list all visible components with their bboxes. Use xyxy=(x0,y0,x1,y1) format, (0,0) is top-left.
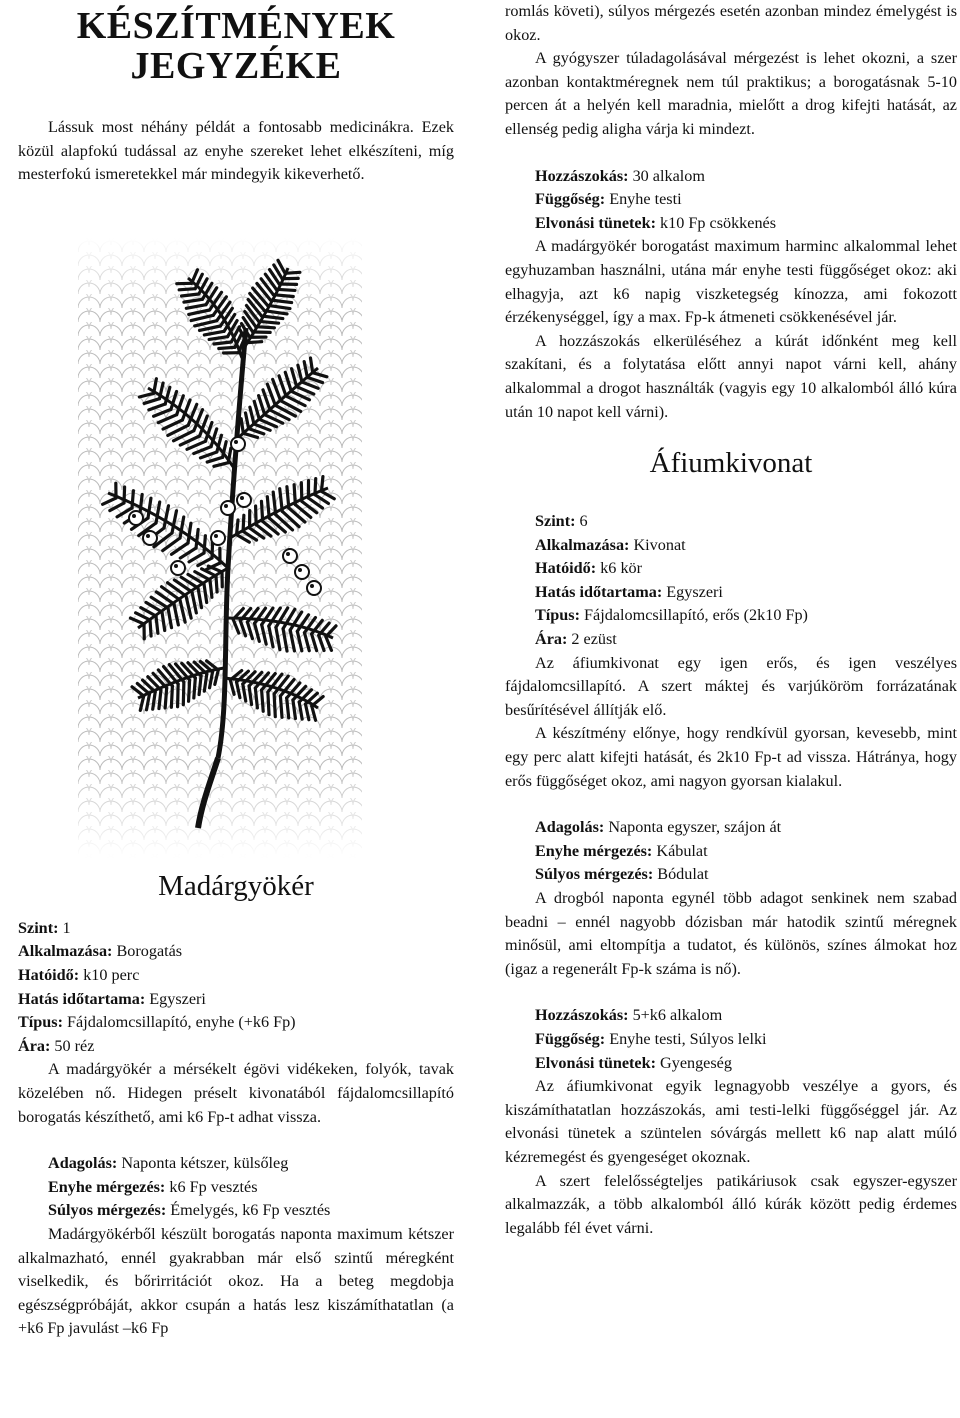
afiumkivonat-heading: Áfiumkivonat xyxy=(649,447,813,480)
madargyoker-heading: Madárgyökér xyxy=(158,869,314,902)
dose-row: Enyhe mérgezés: Kábulat xyxy=(535,841,708,860)
afiumkivonat-description1: Az áfiumkivonat egy igen erős, és igen veszélyes fájdalomcsillapító. A szert máktej és varjúköröm forrázatának besűrítésével állítják elő. xyxy=(505,653,957,719)
intro-paragraph: Lássuk most néhány példát a fontosabb medicinákra. Ezek közül alapfokú tudással az enyhe szereket lehet elkészíteni, míg mesterfokú ismeretekkel már mindegyik kikeverhető. xyxy=(18,118,454,184)
addict-row: Hozzászokás: 30 alkalom xyxy=(535,166,705,185)
right-column xyxy=(505,0,957,1240)
dose-row: Súlyos mérgezés: Émelygés, k6 Fp vesztés xyxy=(48,1201,331,1220)
dose-row: Enyhe mérgezés: k6 Fp vesztés xyxy=(48,1177,258,1196)
afiumkivonat-dose xyxy=(505,816,957,887)
madargyoker-addiction xyxy=(505,165,957,236)
madargyoker-overdose: A gyógyszer túladagolásával mérgezést is lehet okozni, a szer azonban kontaktméregnek nem túl praktikus; a borogatásnak 5-10 percen át a helyén kell maradnia, mielőtt a drog kifejti hatását, az ellenség pedig aligha várja ki mindezt. xyxy=(505,49,957,138)
afiumkivonat-addiction-text2: A szert felelősségteljes patikáriusok csak egyszer-egyszer alkalmazzák, a több alkalomból álló kúrák között pedig érdemes legalább fél évet várni. xyxy=(505,1171,957,1237)
stat-row: Ára: 2 ezüst xyxy=(535,630,617,649)
page-title-line1: KÉSZÍTMÉNYEK xyxy=(76,5,396,47)
stat-row: Hatóidő: k10 perc xyxy=(18,965,140,984)
stat-row: Alkalmazása: Kivonat xyxy=(535,535,686,554)
afiumkivonat-addiction-text1: Az áfiumkivonat egyik legnagyobb veszélye a gyors, és kiszámíthatatlan hozzászokás, ami testi-lelki függőséggel jár. Az elvonási tünetek a szüntelen sóvárgás mellett k6 nap alatt múló kézremegést és gyengeséget okoznak. xyxy=(505,1077,957,1166)
stat-row: Hatóidő: k6 kör xyxy=(535,559,643,578)
dose-row: Adagolás: Naponta egyszer, szájon át xyxy=(535,818,782,837)
madargyoker-dose xyxy=(18,1152,454,1223)
madargyoker-dose-text: Madárgyökérből készült borogatás naponta maximum kétszer alkalmazható, ennél gyakrabban már első szintű méregként viselkedik, és bőrirritációt okoz. Ha a beteg megdobja egészségpróbáját, akkor csupán a hatás lesz kiszámíthatatlan (a +k6 Fp javulást –k6 Fp xyxy=(18,1224,454,1338)
addict-row: Függőség: Enyhe testi xyxy=(535,190,682,209)
afiumkivonat-addiction xyxy=(505,1004,957,1075)
madargyoker-addiction-text2: A hozzászokás elkerüléséhez a kúrát időnként meg kell szakítani, és a folytatása előtt annyi napot várni kell, ahány alkalommal a drogot használták (vagyis egy 10 alkalomból álló kúra után 10 napot kell várni). xyxy=(505,331,957,421)
stat-row: Típus: Fájdalomcsillapító, enyhe (+k6 Fp) xyxy=(18,1013,296,1032)
stat-row: Típus: Fájdalomcsillapító, erős (2k10 Fp) xyxy=(535,606,808,625)
addict-row: Elvonási tünetek: Gyengeség xyxy=(535,1053,732,1072)
addict-row: Függőség: Enyhe testi, Súlyos lelki xyxy=(535,1029,767,1048)
madargyoker-addiction-text1: A madárgyökér borogatást maximum harminc alkalommal lehet egyhuzamban használni, utána már enyhe testi függőséget okoz: aki elhagyja, azt k6 napig viszketegség kínozza, ami fokozott érzékenységgel, így a max. Fp-k átmeneti csökkenésével jár. xyxy=(505,237,957,327)
afiumkivonat-stats xyxy=(505,510,957,652)
page-title-line2: JEGYZÉKE xyxy=(130,45,342,87)
addict-row: Hozzászokás: 5+k6 alkalom xyxy=(535,1006,723,1025)
stat-row: Hatás időtartama: Egyszeri xyxy=(535,582,723,601)
stat-row: Alkalmazása: Borogatás xyxy=(18,942,183,961)
page-title xyxy=(18,6,454,86)
dose-row: Súlyos mérgezés: Bódulat xyxy=(535,865,709,884)
madargyoker-continued: romlás követi), súlyos mérgezés esetén azonban mindez émelygést is okoz. xyxy=(505,2,957,44)
yew-branch-illustration xyxy=(78,238,362,858)
stat-row: Hatás időtartama: Egyszeri xyxy=(18,989,206,1008)
madargyoker-stats xyxy=(18,917,454,1059)
afiumkivonat-dose-text: A drogból naponta egynél több adagot senkinek nem szabad beadni – ennél nagyobb dózisban már hatodik szintű méregnek minősül, ami eltompítja a tudatot, és különös, színes álmokat hoz (igaz a regenerált Fp-k száma is nő). xyxy=(505,889,957,978)
stat-row: Ára: 50 réz xyxy=(18,1036,95,1055)
stat-row: Szint: 6 xyxy=(535,512,588,531)
stat-row: Szint: 1 xyxy=(18,918,71,937)
madargyoker-description: A madárgyökér a mérsékelt égövi vidékeken, folyók, tavak közelében nő. Hidegen préselt kivonatából fájdalomcsillapító borogatás készíthető, ami k6 Fp-t adhat vissza. xyxy=(18,1060,454,1126)
afiumkivonat-description2: A készítmény előnye, hogy rendkívül gyorsan, kevesebb, mint egy perc alatt kifejti hatását, és 2k10 Fp-t ad vissza. Hátránya, hogy erős függőséget okoz, ami nagyon gyorsan kialakul. xyxy=(505,724,957,790)
addict-row: Elvonási tünetek: k10 Fp csökkenés xyxy=(535,213,777,232)
dose-row: Adagolás: Naponta kétszer, külsőleg xyxy=(48,1154,289,1173)
